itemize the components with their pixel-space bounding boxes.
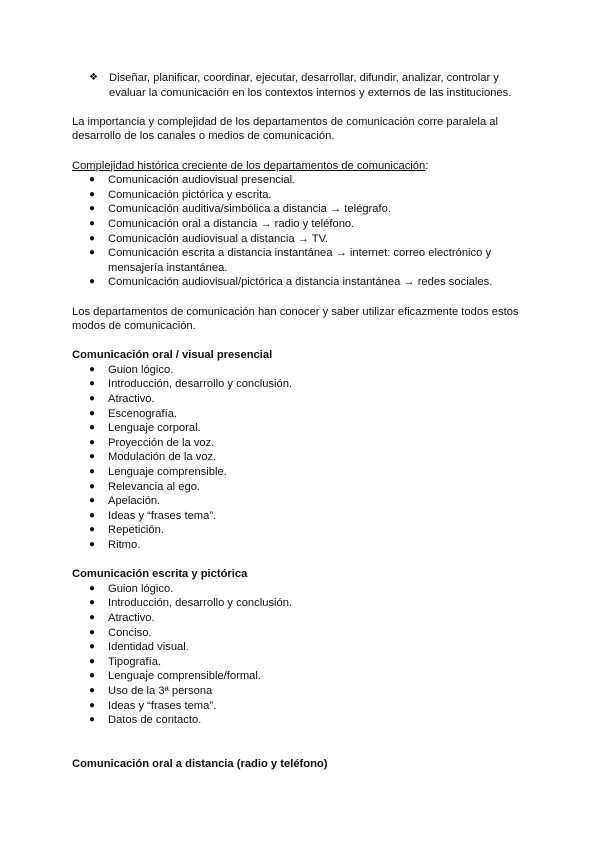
paragraph-modes: Los departamentos de comunicación han conocer y saber utilizar eficazmente todos estos modos de comunicación. [72, 305, 519, 333]
list-item [72, 509, 532, 524]
list-item [72, 202, 532, 217]
bullet-icon: ● [89, 217, 96, 229]
bullet-icon: ● [89, 247, 96, 259]
list-item [72, 377, 532, 392]
list-item-text: Datos de contacto. [108, 714, 202, 727]
bullet-icon: ● [89, 539, 96, 550]
list-item [72, 188, 532, 203]
list-item-text: Modulación de la voz. [108, 451, 217, 464]
bullet-icon: ● [89, 684, 96, 696]
bullet-icon: ● [89, 480, 96, 492]
bullet-icon: ● [89, 524, 96, 536]
list-item [72, 232, 532, 247]
bullet-icon: ● [89, 509, 96, 521]
list-item [72, 465, 532, 480]
list-item-text: Proyección de la voz. [108, 436, 215, 449]
historic-list [72, 173, 532, 290]
bullet-icon: ● [89, 714, 96, 726]
list-item [72, 669, 532, 684]
list-item [72, 275, 532, 290]
historic-heading-text: Complejidad histórica creciente de los departamentos de comunicación [72, 159, 426, 172]
list-item-text: Introducción, desarrollo y conclusión. [108, 597, 293, 610]
list-item-text: Repetición. [108, 524, 164, 537]
list-item-text: Lenguaje corporal. [108, 422, 201, 435]
bullet-icon: ● [89, 670, 96, 682]
bullet-icon: ● [89, 582, 96, 594]
bullet-icon: ● [89, 611, 96, 623]
bullet-icon: ● [89, 422, 96, 434]
bullet-icon: ● [89, 276, 96, 288]
list-item [72, 655, 532, 670]
intro-item-text: Diseñar, planificar, coordinar, ejecutar, desarrollar, difundir, analizar, controlar y evaluar la comunicación en los contextos internos y externos de las instituciones. [109, 72, 512, 99]
list-item [72, 436, 532, 451]
section-heading-written: Comunicación escrita y pictórica [72, 568, 248, 581]
list-item-text: Atractivo. [108, 393, 155, 406]
list-item [72, 611, 532, 626]
bullet-icon: ● [89, 597, 96, 609]
list-item [72, 217, 532, 232]
bullet-icon: ● [89, 699, 96, 711]
list-item-text: Relevancia al ego. [108, 480, 201, 493]
bullet-icon: ● [89, 188, 96, 200]
list-item-text: Ritmo. [108, 539, 141, 551]
bullet-icon: ● [89, 655, 96, 667]
list-item-text: Ideas y “frases tema”. [108, 509, 217, 522]
bullet-icon: ● [89, 495, 96, 507]
list-item-text: Identidad visual. [108, 641, 189, 654]
historic-heading-colon: : [425, 159, 429, 172]
written-list [72, 582, 532, 728]
bullet-icon: ● [89, 451, 96, 463]
list-item-text: Conciso. [108, 626, 152, 639]
bullet-icon: ● [89, 436, 96, 448]
section-heading-oral-visual: Comunicación oral / visual presencial [72, 349, 273, 362]
list-item-text: Comunicación audiovisual presencial. [108, 174, 296, 187]
list-item-text: Comunicación escrita a distancia instantánea → internet: correo electrónico y mensajería instantánea. [108, 247, 492, 274]
list-item [72, 246, 532, 275]
section-heading-oral-distance: Comunicación oral a distancia (radio y teléfono) [72, 757, 328, 770]
intro-list-item [72, 71, 532, 100]
list-item [72, 494, 532, 509]
list-item-text: Tipografía. [108, 655, 162, 668]
list-item [72, 713, 532, 728]
bullet-icon: ● [89, 174, 96, 186]
list-item-text: Comunicación pictórica y escrita. [108, 188, 272, 201]
bullet-icon: ● [89, 203, 96, 215]
bullet-icon: ● [89, 363, 96, 375]
list-item-text: Ideas y “frases tema”. [108, 699, 217, 712]
diamond-bullet-icon: ❖ [89, 72, 98, 83]
list-item [72, 407, 532, 422]
list-item [72, 684, 532, 699]
bullet-icon: ● [89, 232, 96, 244]
list-item [72, 538, 532, 553]
list-item-text: Lenguaje comprensible/formal. [108, 670, 261, 683]
bullet-icon: ● [89, 466, 96, 478]
document-page [72, 71, 532, 771]
list-item-text: Guion lógico. [108, 363, 174, 376]
list-item [72, 640, 532, 655]
list-item-text: Escenografía. [108, 407, 178, 420]
list-item [72, 626, 532, 641]
list-item [72, 173, 532, 188]
list-item [72, 699, 532, 714]
list-item-text: Comunicación oral a distancia → radio y teléfono. [108, 217, 355, 230]
bullet-icon: ● [89, 641, 96, 653]
list-item [72, 523, 532, 538]
bullet-icon: ● [89, 378, 96, 390]
list-item [72, 392, 532, 407]
list-item-text: Comunicación audiovisual/pictórica a distancia instantánea → redes sociales. [108, 276, 493, 289]
list-item-text: Guion lógico. [108, 582, 174, 595]
bullet-icon: ● [89, 393, 96, 405]
list-item-text: Comunicación audiovisual a distancia → TV. [108, 232, 329, 245]
list-item [72, 582, 532, 597]
paragraph-importance: La importancia y complejidad de los departamentos de comunicación corre paralela al desarrollo de los canales o medios de comunicación. [72, 115, 498, 143]
list-item [72, 480, 532, 495]
bullet-icon: ● [89, 407, 96, 419]
list-item-text: Atractivo. [108, 611, 155, 624]
oral-visual-list [72, 363, 532, 553]
list-item-text: Introducción, desarrollo y conclusión. [108, 378, 293, 391]
historic-heading [72, 159, 532, 174]
list-item [72, 450, 532, 465]
list-item-text: Apelación. [108, 495, 161, 508]
list-item-text: Lenguaje comprensible. [108, 466, 227, 479]
list-item [72, 363, 532, 378]
list-item [72, 421, 532, 436]
list-item-text: Uso de la 3ª persona [108, 684, 213, 697]
list-item-text: Comunicación auditiva/simbólica a distancia → telégrafo. [108, 203, 391, 216]
list-item [72, 596, 532, 611]
bullet-icon: ● [89, 626, 96, 638]
